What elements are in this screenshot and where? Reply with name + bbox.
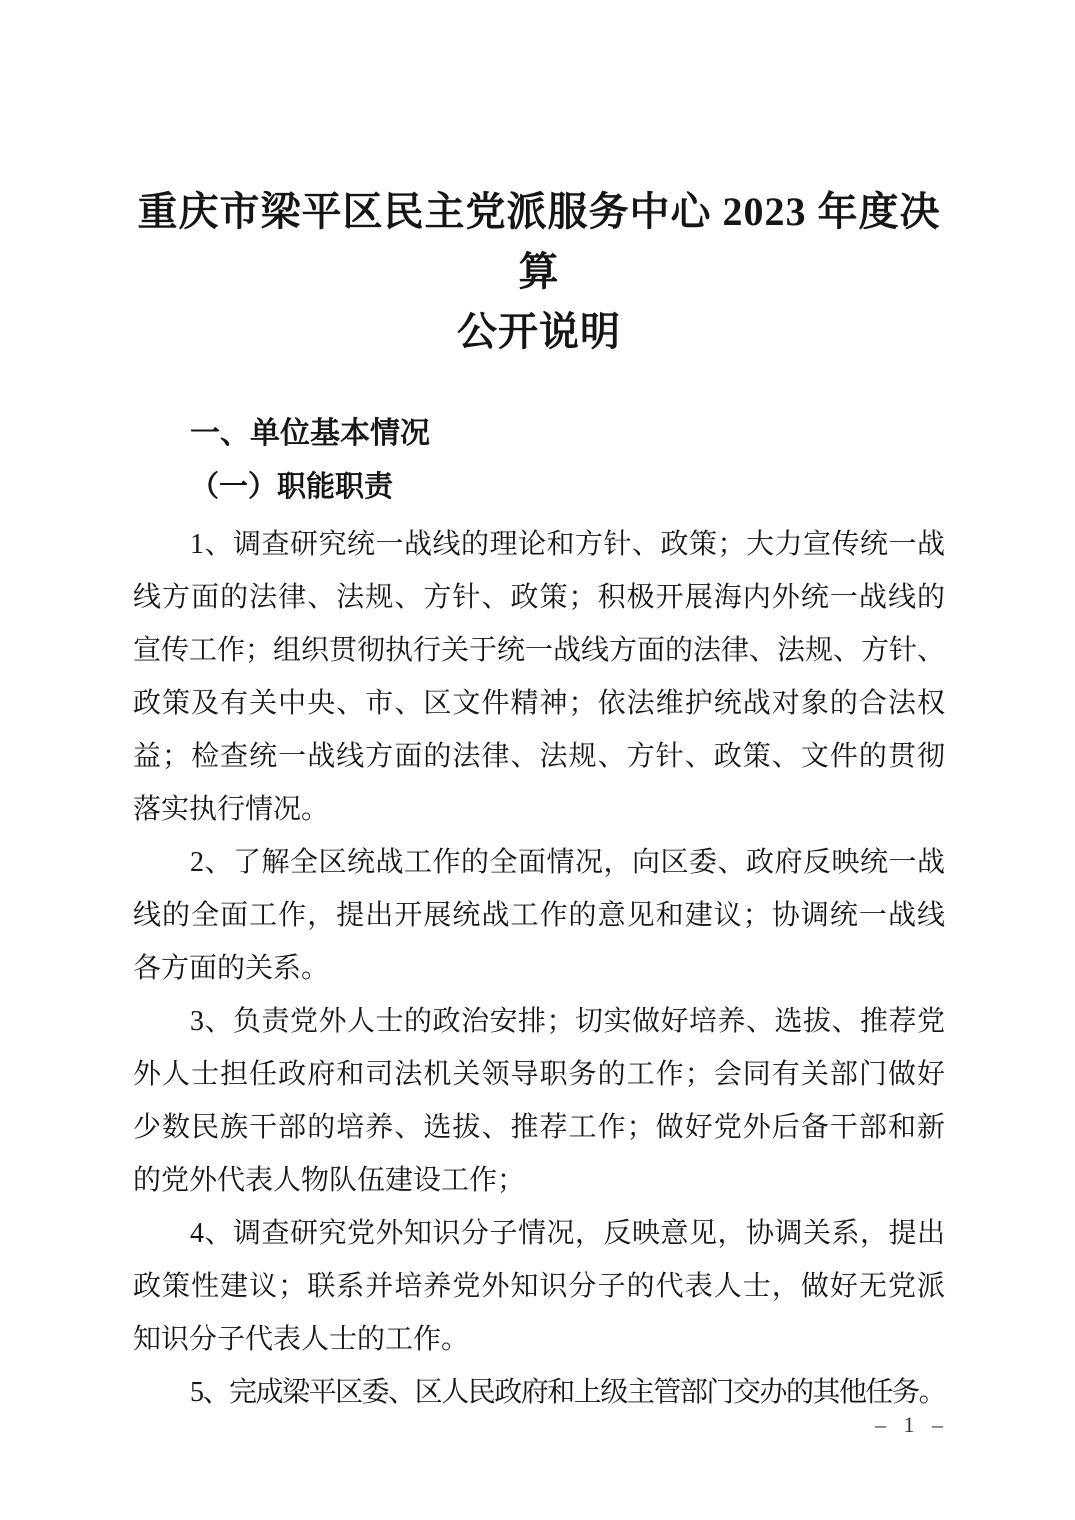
title-line-2: 公开说明 [457, 309, 621, 354]
paragraph-line: 落实执行情况。 [133, 794, 330, 825]
paragraph-line: 线的全面工作，提出开展统战工作的意见和建议；协调统一战线 [133, 900, 945, 931]
paragraph-line: 知识分子代表人士的工作。 [133, 1324, 470, 1355]
section-heading: 一、单位基本情况 [190, 417, 430, 450]
paragraph [133, 836, 945, 995]
paragraph-line: 1、调查研究统一战线的理论和方针、政策；大力宣传统一战 [190, 529, 945, 560]
paragraph-line: 3、负责党外人士的政治安排；切实做好培养、选拔、推荐党 [190, 1006, 945, 1037]
title-line-1: 重庆市梁平区民主党派服务中心 2023 年度决算 [137, 189, 941, 294]
paragraph-line: 政策及有关中央、市、区文件精神；依法维护统战对象的合法权 [133, 688, 945, 719]
paragraph [133, 1366, 945, 1419]
subsection-heading: （一）职能职责 [190, 471, 394, 503]
paragraph [133, 995, 945, 1207]
paragraph-line: 的党外代表人物队伍建设工作； [133, 1165, 526, 1196]
paragraph-line: 外人士担任政府和司法机关领导职务的工作；会同有关部门做好 [133, 1059, 945, 1090]
paragraph-line: 益；检查统一战线方面的法律、法规、方针、政策、文件的贯彻 [133, 741, 945, 772]
paragraph-line: 5、完成梁平区委、区人民政府和上级主管部门交办的其他任务。 [190, 1377, 946, 1408]
body-paragraphs [133, 518, 945, 1419]
paragraph-line: 线方面的法律、法规、方针、政策；积极开展海内外统一战线的 [133, 582, 945, 613]
paragraph-line: 宣传工作；组织贯彻执行关于统一战线方面的法律、法规、方针、 [133, 635, 946, 666]
paragraph [133, 518, 945, 836]
paragraph-line: 4、调查研究党外知识分子情况，反映意见，协调关系，提出 [190, 1218, 945, 1249]
document-title [133, 182, 945, 362]
paragraph-line: 政策性建议；联系并培养党外知识分子的代表人士，做好无党派 [133, 1271, 945, 1302]
document-content [133, 182, 945, 1419]
paragraph [133, 1207, 945, 1366]
page-number: – 1 – [875, 1412, 949, 1437]
paragraph-line: 少数民族干部的培养、选拔、推荐工作；做好党外后备干部和新 [133, 1112, 945, 1143]
paragraph-line: 各方面的关系。 [133, 953, 330, 984]
paragraph-line: 2、了解全区统战工作的全面情况，向区委、政府反映统一战 [190, 847, 945, 878]
